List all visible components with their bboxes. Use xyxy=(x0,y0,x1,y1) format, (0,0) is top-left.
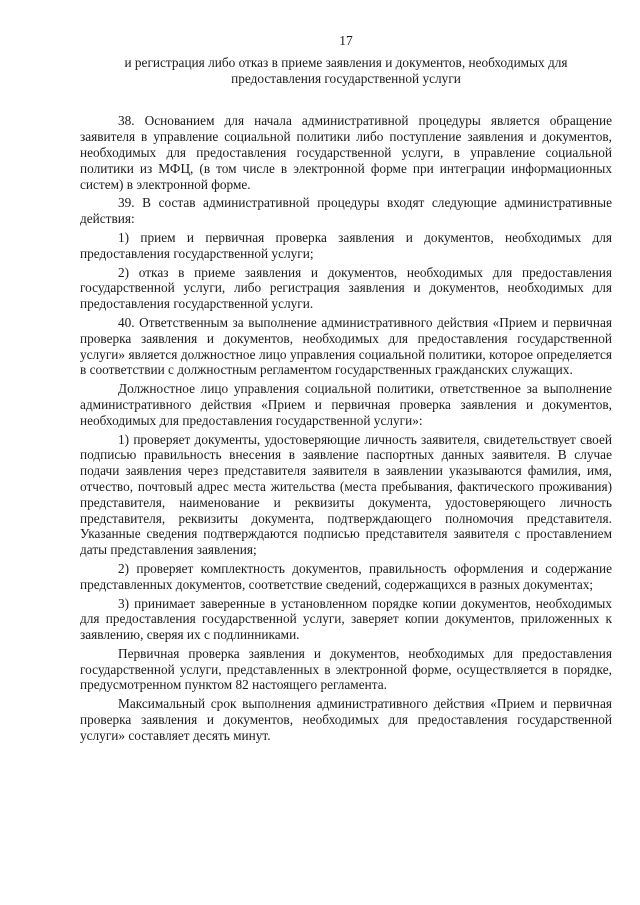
document-body xyxy=(80,113,612,743)
paragraph-max-duration: Максимальный срок выполнения административного действия «Прием и первичная проверка заявления и документов, необходимых для предоставления государственной услуги» составляет десять минут. xyxy=(80,696,612,743)
list-item-accept-copies: 3) принимает заверенные в установленном порядке копии документов, необходимых для предоставления государственной услуги, заверяет копии документов, приложенных к заявлению, сверяя их с подлинниками. xyxy=(80,595,612,643)
paragraph-electronic-check: Первичная проверка заявления и документов, необходимых для предоставления государственной услуги, представленных в электронной форме, осуществляется в порядке, предусмотренном пунктом 82 настоящего регламента. xyxy=(80,645,612,693)
section-heading: и регистрация либо отказ в приеме заявления и документов, необходимых для предоставления государственной услуги xyxy=(124,54,568,86)
paragraph-39: 39. В состав административной процедуры входят следующие административные действия: xyxy=(80,195,612,227)
document-page xyxy=(80,33,612,747)
list-item-check-completeness: 2) проверяет комплектность документов, правильность оформления и содержание представленных документов, соответствие сведений, содержащихся в разных документах; xyxy=(80,560,612,592)
paragraph-responsible-official: Должностное лицо управления социальной политики, ответственное за выполнение административного действия «Прием и первичная проверка заявления и документов, необходимых для предоставления государственной услуги»: xyxy=(80,381,612,428)
paragraph-38: 38. Основанием для начала административной процедуры является обращение заявителя в управление социальной политики либо поступление заявления и документов, необходимых для предоставления государственной услуги, в управление социальной политики из МФЦ, (в том числе в электронной форме при интеграции информационных систем) в электронной форме. xyxy=(80,113,612,192)
list-item-39-2: 2) отказ в приеме заявления и документов, необходимых для предоставления государственной услуги, либо регистрация заявления и документов, необходимых для предоставления государственной услуги. xyxy=(80,264,612,312)
list-item-check-documents: 1) проверяет документы, удостоверяющие личность заявителя, свидетельствует своей подписью правильность внесения в заявление паспортных данных заявителя. В случае подачи заявления через представителя заявителя в заявлении указываются фамилия, имя, отчество, почтовый адрес места жительства (места пребывания, фактического проживания) представителя, наименование и реквизиты документа, удостоверяющего личность представителя, реквизиты документа, подтверждающего полномочия представителя. Указанные сведения подтверждаются подписью представителя заявителя с проставлением даты представления заявления; xyxy=(80,431,612,558)
page-number: 17 xyxy=(339,33,353,48)
paragraph-40: 40. Ответственным за выполнение административного действия «Прием и первичная проверка заявления и документов, необходимых для предоставления государственной услуги» является должностное лицо управления социальной политики, которое определяется в соответствии с должностным регламентом государственных гражданских служащих. xyxy=(80,314,612,378)
list-item-39-1: 1) прием и первичная проверка заявления и документов, необходимых для предоставления государственной услуги; xyxy=(80,229,612,261)
